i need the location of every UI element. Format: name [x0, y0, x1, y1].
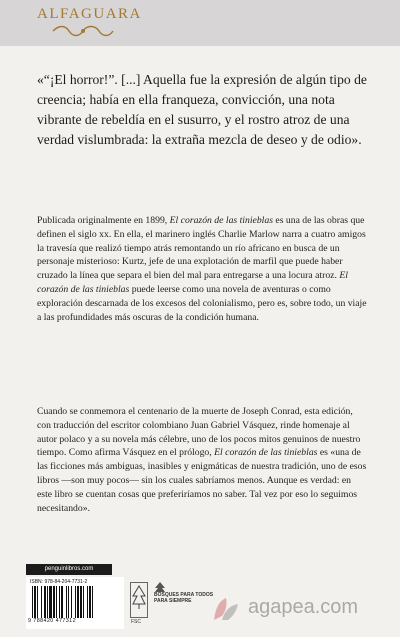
barcode-box — [26, 577, 124, 629]
synopsis-text: Publicada originalmente en 1899, — [37, 215, 170, 226]
publisher-website: penguinlibros.com — [26, 564, 112, 575]
synopsis-text: es una de las obras que definen el siglo xx. En ella, el marinero inglés Charlie Marlow narra a cuatro amigos la travesía que realizó tiempo atrás remontando un río africano en busca de un personaje misterioso: Kurtz, jefe de una explotación de marfil que puede haber cruzado la línea que separa el bien del mal para entregarse a una locura atroz. — [37, 215, 366, 282]
isbn-text: ISBN: 978-84-204-7731-2 — [30, 579, 88, 585]
agapea-logo-icon — [210, 594, 242, 624]
book-title-italic: El corazón de las tinieblas — [169, 215, 273, 226]
publisher-logo — [37, 4, 177, 42]
synopsis-paragraph — [37, 214, 367, 324]
book-title-italic: El corazón de las tinieblas — [37, 270, 348, 295]
bosques-label: BOSQUES PARA TODOS PARA SIEMPRE — [154, 592, 214, 604]
barcode-area — [26, 564, 216, 634]
fsc-label: FSC — [131, 619, 141, 625]
publisher-logo-text: ALFAGUARA — [37, 6, 142, 22]
fsc-tree-icon — [130, 582, 148, 618]
barcode-number: 9 788420 477312 — [28, 618, 76, 624]
blurb-quote: «“¡El horror!”. [...] Aquella fue la expresión de algún tipo de creencia; había en ella franqueza, convicción, una nota vibrante de rebeldía en el susurro, y el rostro atroz de una verdad vislumbrada: la extraña mezcla de deseo y de odio». — [37, 72, 367, 147]
edition-paragraph — [37, 405, 367, 515]
book-title-italic: El corazón de las tinieblas — [214, 447, 318, 459]
edition-text: Cuando se conmemora el centenario de la muerte de Joseph Conrad, esta edición, con traducción del escritor colombiano Juan Gabriel Vásquez, rinde homenaje al autor polaco y a su novela más célebre, uno de los pocos mitos genuinos de nuestro tiempo. Como afirma Vásquez en el prólogo, — [37, 406, 361, 459]
edition-text: es «una de las ficciones más ambiguas, inasibles y enigmáticas de nuestra tradición, uno de esos libros —son muy pocos— sin los cuales sabríamos menos. Aunque es verdad: en este libro se cuentan cosas que preferiríamos no saber. Tal vez por eso lo seguimos necesitando». — [37, 447, 367, 514]
watermark — [210, 594, 400, 624]
barcode-icon — [32, 586, 118, 618]
header-band — [0, 0, 400, 46]
publisher-swirl-icon — [51, 24, 115, 38]
synopsis-text: puede leerse como una novela de aventuras o como exploración descarnada de los excesos del colonialismo, pero es, sobre todo, un viaje a las profundidades más oscuras de la condición humana. — [37, 283, 367, 323]
watermark-text: agapea.com — [248, 596, 359, 618]
